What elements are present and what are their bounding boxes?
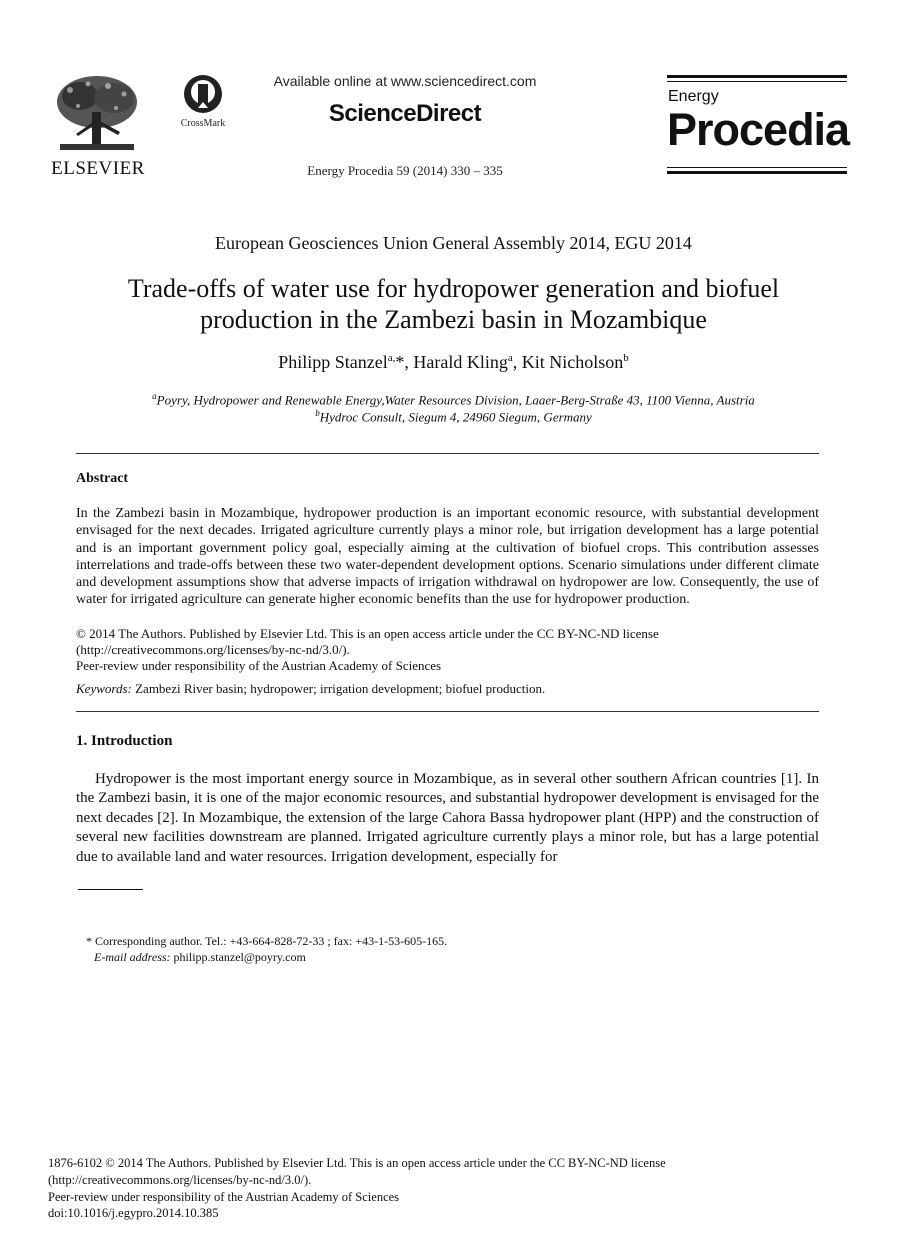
conference-name: European Geosciences Union General Assembly 2014, EGU 2014 (215, 233, 692, 253)
author-name: Harald Kling (413, 352, 508, 372)
crossmark-badge[interactable] (170, 74, 236, 134)
keywords-label: Keywords: (76, 681, 132, 696)
author-name: Kit Nicholson (521, 352, 624, 372)
affiliation-mark: b (315, 408, 320, 418)
sciencedirect-logo: ScienceDirect (328, 100, 482, 127)
abstract-body: In the Zambezi basin in Mozambique, hydropower production is an important economic resource, with substantial development envisaged for the next decades. Irrigated agriculture currently plays a minor role, but irrigation development has a large potential and is an important government policy goal, especially aiming at the cultivation of biofuel crops. This contribution assesses interrelations and trade-offs between these two water-dependent development options. Scenario simulations under different climate and development assumptions show that adverse impacts of irrigation withdrawal on hydropower are low. Consequently, the use of water for irrigated agriculture can generate higher economic benefits than the use for hydropower production. (76, 506, 819, 608)
logo-energy-word: Energy (668, 88, 719, 105)
crossmark-label: CrossMark (180, 118, 226, 129)
affiliation-text: Hydroc Consult, Siegum 4, 24960 Siegum, Germany (319, 409, 592, 425)
logo-rule-top-thin (667, 81, 847, 82)
issn-copyright-line: 1876-6102 © 2014 The Authors. Published by Elsevier Ltd. This is an open access article under the CC BY-NC-ND license (48, 1156, 666, 1170)
logo-procedia-word: Procedia (667, 104, 850, 155)
author-separator: , (404, 352, 414, 372)
doi-link[interactable]: doi:10.1016/j.egypro.2014.10.385 (48, 1206, 219, 1221)
title-line-2: production in the Zambezi basin in Mozambique (200, 305, 707, 334)
copyright-line: © 2014 The Authors. Published by Elsevier Ltd. This is an open access article under the CC BY-NC-ND license (76, 626, 659, 641)
abstract-heading: Abstract (76, 471, 129, 486)
elsevier-wordmark: ELSEVIER (51, 158, 145, 179)
affiliation-a (0, 391, 907, 408)
author-separator: , (512, 352, 522, 372)
energy-procedia-logo (667, 75, 850, 175)
divider (76, 453, 819, 454)
copyright-notice (76, 626, 659, 658)
section-heading: 1. Introduction (76, 733, 173, 749)
corresponding-mark: * (395, 352, 405, 372)
journal-reference: Energy Procedia 59 (2014) 330 – 335 (307, 163, 503, 178)
footnote-divider (78, 889, 143, 890)
bottom-license-block (48, 1155, 666, 1222)
divider (76, 711, 819, 712)
affiliation-b (0, 408, 907, 425)
keywords-list: Zambezi River basin; hydropower; irrigation development; biofuel production. (131, 681, 546, 696)
author-name: Philipp Stanzel (278, 352, 388, 372)
logo-rule-bottom-thin (667, 167, 847, 168)
elsevier-logo (50, 72, 146, 180)
title-line-1: Trade-offs of water use for hydropower generation and biofuel (127, 274, 780, 303)
email-address[interactable]: philipp.stanzel@poyry.com (170, 950, 306, 964)
corresponding-author-footnote: * Corresponding author. Tel.: +43-664-828-72-33 ; fax: +43-1-53-605-165. (86, 934, 448, 948)
license-link[interactable]: (http://creativecommons.org/licenses/by-nc-nd/3.0/). (76, 642, 350, 657)
available-online-text: Available online at www.sciencedirect.com (273, 73, 537, 89)
author-affiliation-mark: a (507, 352, 513, 364)
crossmark-icon (183, 74, 223, 116)
license-link[interactable]: (http://creativecommons.org/licenses/by-nc-nd/3.0/). (48, 1172, 312, 1187)
article-title (80, 273, 827, 335)
author-affiliation-mark: b (623, 352, 629, 364)
peer-review-note: Peer-review under responsibility of the Austrian Academy of Sciences (76, 658, 442, 673)
email-label: E-mail address: (94, 950, 171, 964)
peer-review-line: Peer-review under responsibility of the Austrian Academy of Sciences (48, 1189, 400, 1204)
section-body: Hydropower is the most important energy source in Mozambique, as in several other southern African countries [1]. In the Zambezi basin, it is one of the major economic resources, and substantial hydropower development is envisaged for the next decades [2]. In Mozambique, the extension of the large Cahora Bassa hydropower plant (HPP) and the construction of several new facilities downstream are planned. Irrigated agriculture currently plays a minor role, but has a large potential due to available land and water resources. Irrigation development, especially for (76, 771, 819, 865)
keywords (76, 681, 545, 697)
affiliation-mark: a (152, 391, 157, 401)
email-footnote (94, 950, 306, 965)
author-list (0, 352, 907, 373)
logo-rule-top (667, 75, 847, 78)
author-affiliation-mark: a, (387, 352, 396, 364)
logo-rule-bottom (667, 171, 847, 174)
affiliation-text: Poyry, Hydropower and Renewable Energy,Water Resources Division, Laaer-Berg-Straße 43, 1100 Vienna, Austria (156, 392, 755, 408)
elsevier-tree-icon (50, 72, 144, 154)
